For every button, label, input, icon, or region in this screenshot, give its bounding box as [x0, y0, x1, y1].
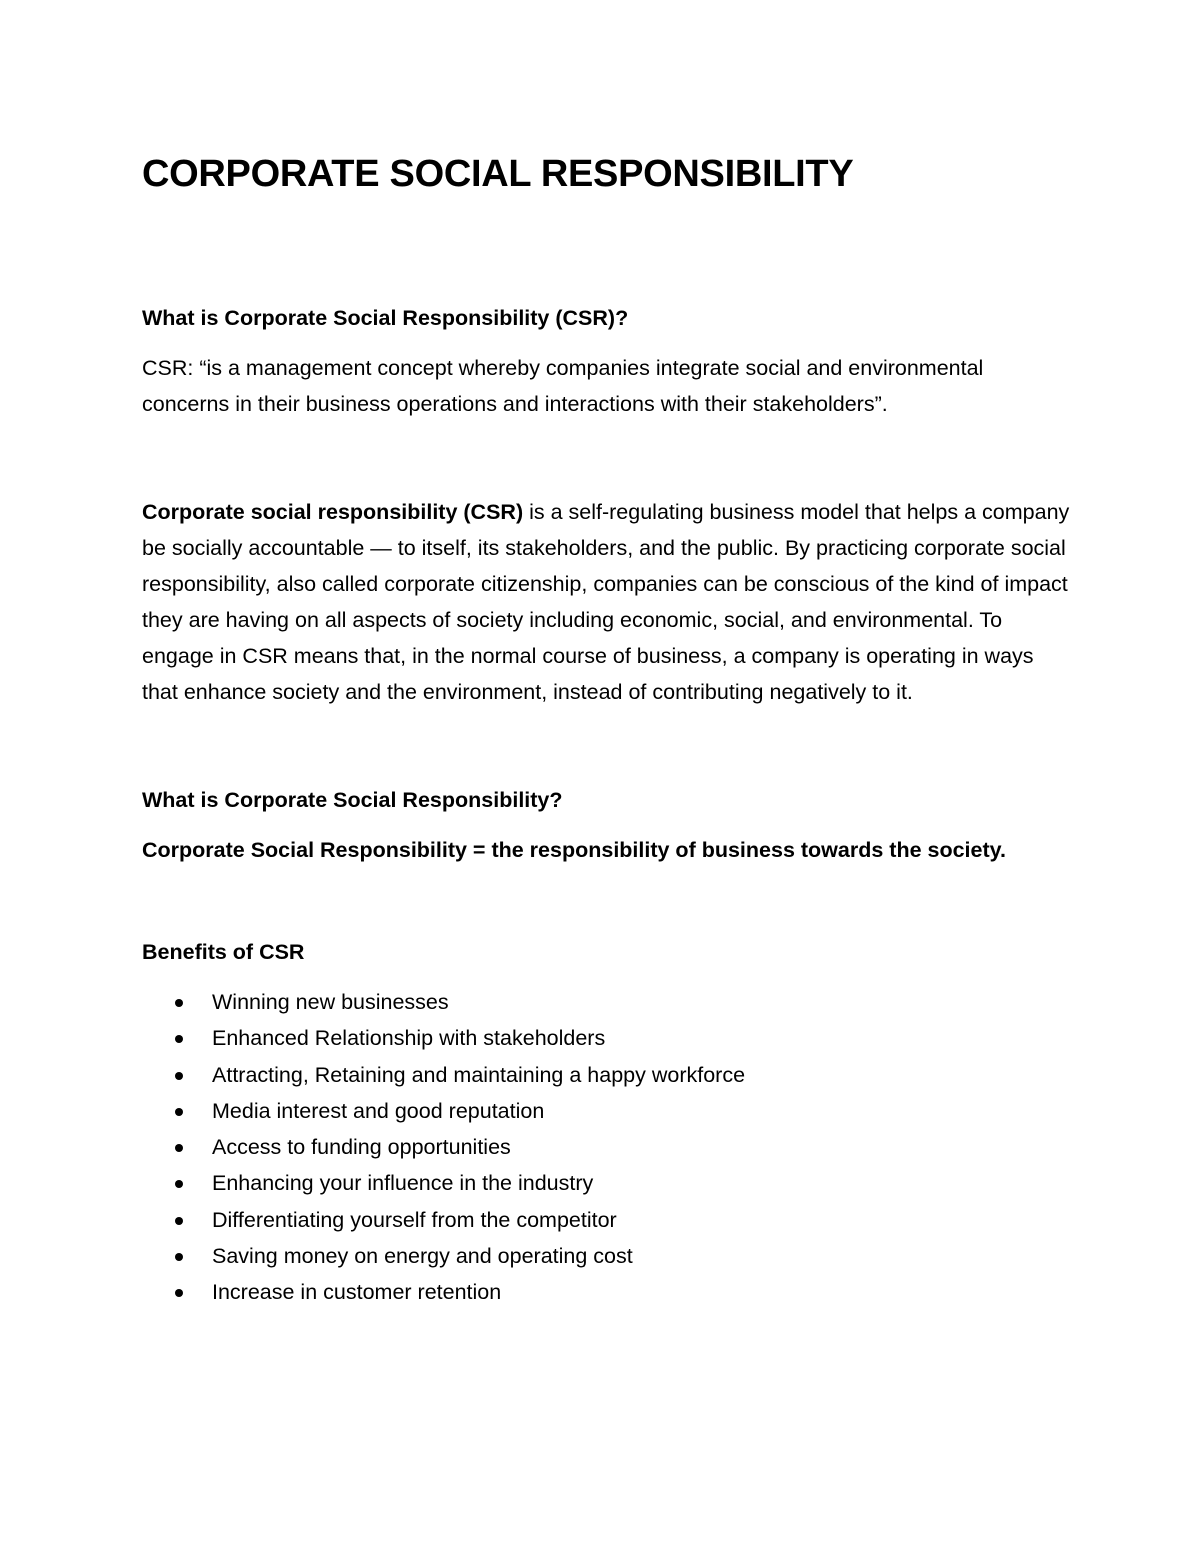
list-item [142, 1165, 1072, 1201]
list-item [142, 1238, 1072, 1274]
list-item-text: Saving money on energy and operating cost [212, 1244, 633, 1269]
bullet-icon [175, 1072, 183, 1080]
list-item-text: Enhanced Relationship with stakeholders [212, 1026, 606, 1051]
csr-question-heading: What is Corporate Social Responsibility (CSR)? [142, 306, 629, 330]
csr-description-body: is a self-regulating business model that helps a company be socially accountable — to itself, its stakeholders, and the public. By practicing corporate social responsibility, also called corporate citizenship, companies can be conscious of the kind of impact they are having on all aspects of society including economic, social, and environmental. To engage in CSR means that, in the normal course of business, a company is operating in ways that enhance society and the environment, instead of contributing negatively to it. [142, 500, 1070, 704]
list-item-text: Increase in customer retention [212, 1280, 502, 1305]
spacer [142, 818, 1072, 832]
list-item [142, 1274, 1072, 1310]
bullet-icon [175, 1253, 183, 1261]
bullet-icon [175, 999, 183, 1007]
spacer [142, 868, 1072, 934]
csr-equation-statement: Corporate Social Responsibility = the responsibility of business towards the society. [142, 838, 1006, 862]
bullet-icon [175, 1108, 183, 1116]
benefits-heading: Benefits of CSR [142, 940, 305, 964]
bullet-icon [175, 1144, 183, 1152]
list-item [142, 984, 1072, 1020]
bullet-icon [175, 1035, 183, 1043]
csr-description-lead: Corporate social responsibility (CSR) [142, 500, 524, 524]
list-item-text: Attracting, Retaining and maintaining a happy workforce [212, 1062, 746, 1087]
list-item [142, 1057, 1072, 1093]
bullet-icon [175, 1180, 183, 1188]
spacer [142, 200, 1072, 300]
list-item [142, 1093, 1072, 1129]
spacer [142, 336, 1072, 350]
spacer [142, 422, 1072, 494]
bullet-icon [175, 1289, 183, 1297]
list-item-text: Media interest and good reputation [212, 1098, 545, 1123]
spacer [142, 710, 1072, 782]
csr-description-paragraph [142, 494, 1072, 710]
list-item-text: Access to funding opportunities [212, 1135, 511, 1160]
bullet-icon [175, 1217, 183, 1225]
benefits-list [142, 984, 1072, 1311]
spacer [142, 970, 1072, 984]
list-item-text: Winning new businesses [212, 990, 449, 1014]
document-title: CORPORATE SOCIAL RESPONSIBILITY [142, 153, 854, 195]
list-item [142, 1020, 1072, 1056]
document-body [142, 148, 1072, 1311]
list-item-text: Differentiating yourself from the competitor [212, 1207, 617, 1232]
csr-second-question-heading: What is Corporate Social Responsibility? [142, 788, 563, 812]
list-item [142, 1202, 1072, 1238]
list-item [142, 1129, 1072, 1165]
csr-definition-paragraph: CSR: “is a management concept whereby companies integrate social and environmental concerns in their business operations and interactions with their stakeholders”. [142, 356, 984, 416]
list-item-text: Enhancing your influence in the industry [212, 1171, 594, 1196]
